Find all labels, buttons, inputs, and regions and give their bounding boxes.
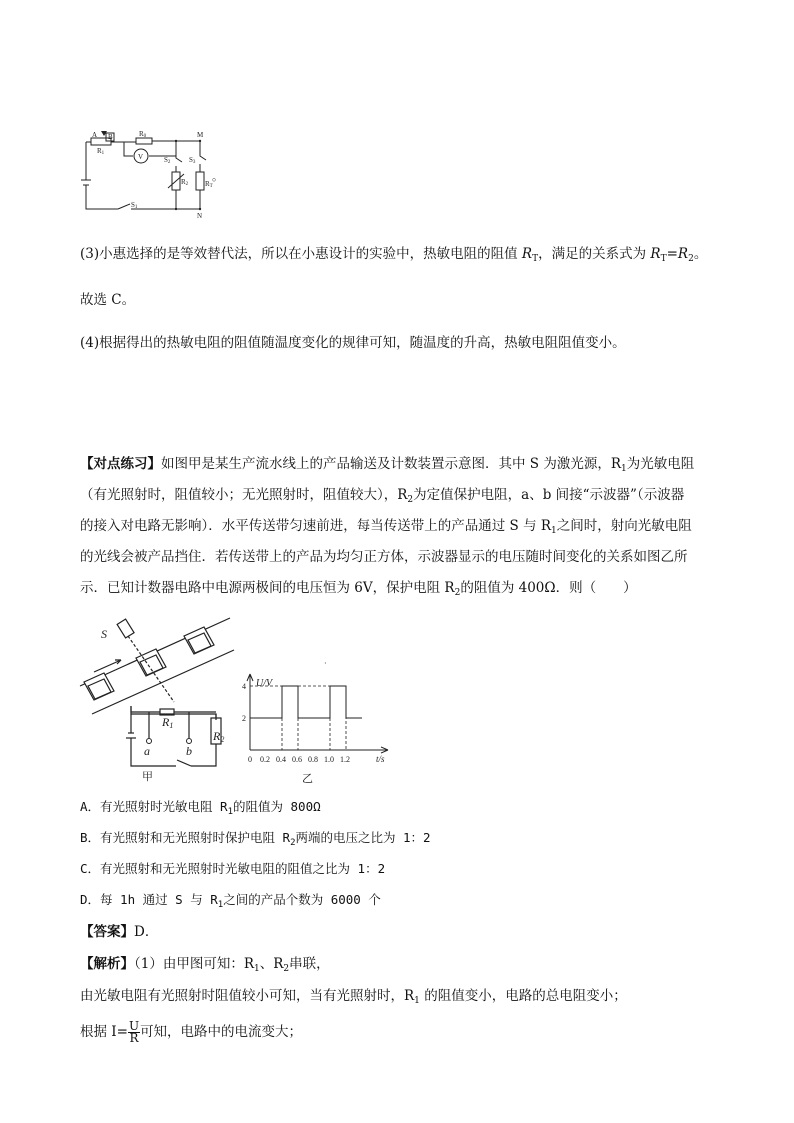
voltage-series-line [250,686,362,718]
label-RT: RT [205,180,213,189]
label-R2-jia: R2 [213,729,225,744]
figure-yi-voltage-chart [240,654,400,784]
label-B: B [108,133,113,141]
solution-choose: 故选 C。 [80,292,136,308]
label-V: V [138,153,144,161]
solution-step-3: (3)小惠选择的是等效替代法，所以在小惠设计的实验中，热敏电阻的阻值 $R_T$，满足的关系式为 $R_T=R_2$。 [80,246,708,264]
svg-text:·: · [324,659,327,668]
label-a: a [144,744,150,758]
label-A: A [92,131,98,139]
solution-step-4: (4)根据得出的热敏电阻的阻值随温度变化的规律可知，随温度的升高，热敏电阻阻值变小。 [80,335,626,351]
label-jia: 甲 [142,771,153,782]
exercise-line-5: 示．已知计数器电路中电源两极间的电压恒为 6V，保护电阻 $R_2$的阻值为 400Ω．则（ ） [80,580,637,598]
product-box-3 [184,627,214,654]
label-S1: S1 [131,201,138,210]
label-R0: R0 [139,130,147,139]
label-R1: R1 [97,147,105,156]
label-b: b [186,744,192,758]
y-tick-label: 2 [242,714,246,723]
exercise-line-3: 的接入对电路无影响）．水平传送带匀速前进，每当传送带上的产品通过 S 与 $R_1$之间时，射向光敏电阻 [80,518,692,536]
circuit-diagram-top [78,128,228,220]
x-tick-label: 0 [248,755,252,764]
exercise-line-4: 的光线会被产品挡住．若传送带上的产品为均匀正方体，示波器显示的电压随时间变化的关系如图乙所 [80,549,688,565]
answer: 【答案】D． [80,924,159,940]
exercise-tag: 【对点练习】 [80,456,161,472]
option-c: C．有光照射和无光照射时光敏电阻的阻值之比为 1：2 [80,861,386,876]
y-tick-label: 4 [242,682,246,691]
x-tick-label: 0.2 [260,755,270,764]
option-d: D．每 1h 通过 S 与 $R_1$之间的产品个数为 6000 个 [80,892,381,910]
option-a: A．有光照射时光敏电阻 $R_1$的阻值为 800Ω [80,799,321,817]
analysis-line-1: 【解析】（1）由甲图可知：$R_1$、$R_2$串联， [80,956,330,974]
figure-jia-conveyor-circuit [76,614,236,782]
label-tail: 。 [212,171,223,183]
analysis-line-3: 根据 I= $\frac{U}{R}$ 可知，电路中的电流变大； [80,1019,303,1045]
x-tick-label: 1.0 [324,755,334,764]
x-tick-label: 0.8 [308,755,318,764]
option-b: B．有光照射和无光照射时保护电阻 $R_2$两端的电压之比为 1：2 [80,830,431,848]
label-R2: R2 [181,178,189,187]
label-N: N [197,212,203,220]
label-S3: S3 [189,156,196,165]
analysis-line-2: 由光敏电阻有光照射时阻值较小可知，当有光照射时，$R_1$ 的阻值变小，电路的总电阻变小； [80,988,627,1006]
label-yi: 乙 [302,773,313,784]
exercise-line-1: 【对点练习】如图甲是某生产流水线上的产品输送及计数装置示意图．其中 S 为激光源，$R_1$为光敏电阻 [80,456,695,474]
chart-xlabel: t/s [376,754,385,764]
exercise-line-2: （有光照射时，阻值较小；无光照射时，阻值较大），$R_2$为定值保护电阻，a、b 间接“示波器”（示波器 [80,487,685,505]
x-tick-label: 1.2 [340,755,350,764]
product-box-1 [84,673,114,700]
x-tick-label: 0.4 [276,755,286,764]
fraction-u-over-r: $\frac{U}{R}$ [128,1019,140,1045]
label-M: M [197,131,204,139]
label-R1-jia: R1 [162,715,174,730]
chart-ylabel: U/V [256,678,273,689]
x-tick-label: 0.6 [292,755,302,764]
label-laser-S: S [101,627,107,641]
label-S2: S2 [164,156,171,165]
